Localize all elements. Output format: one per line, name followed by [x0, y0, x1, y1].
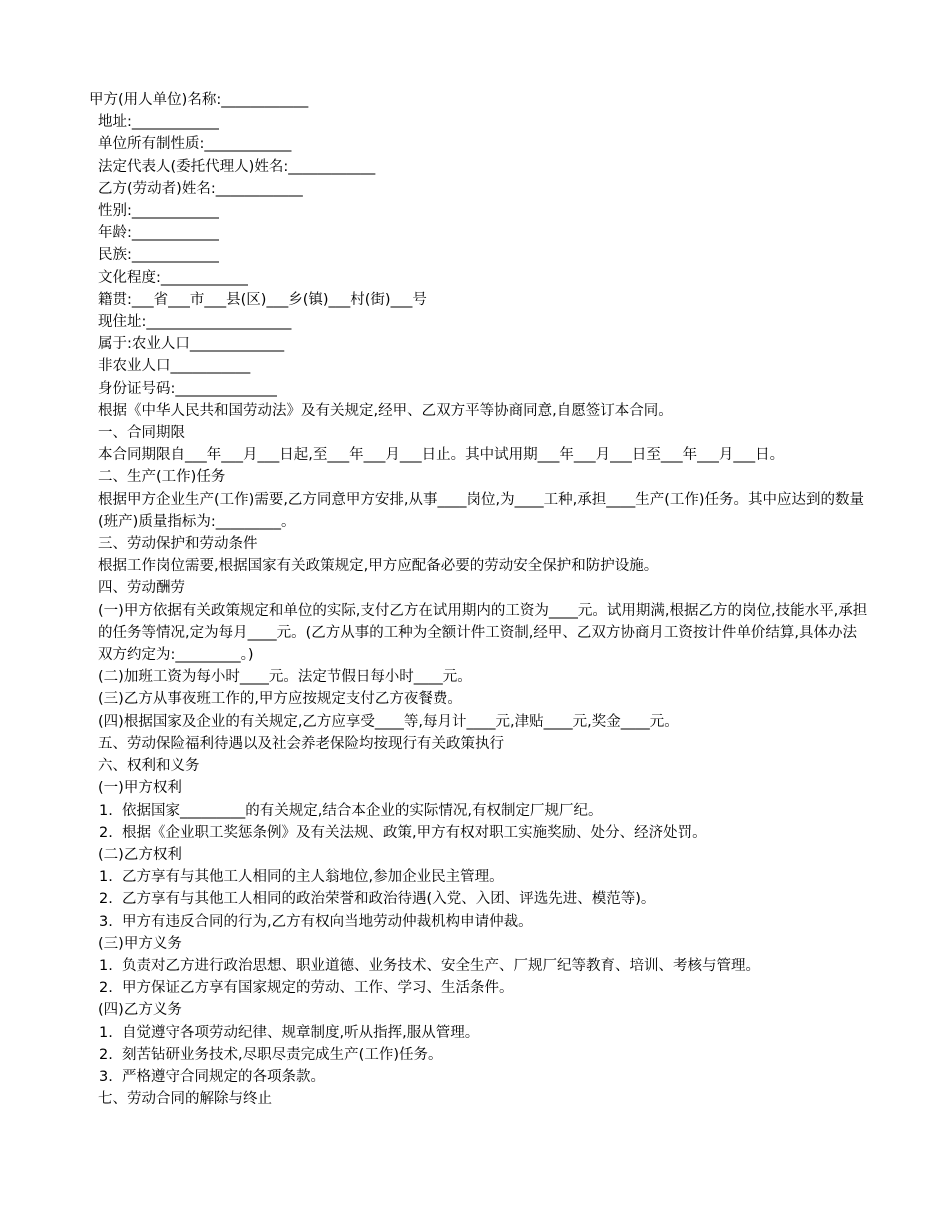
- contract-line: (三)乙方从事夜班工作的,甲方应按规定支付乙方夜餐费。: [98, 691, 462, 708]
- contract-line: 属于:农业人口_____________: [98, 336, 285, 353]
- contract-line: 2. 甲方保证乙方享有国家规定的劳动、工作、学习、生活条件。: [99, 980, 514, 997]
- contract-line: (一)甲方依据有关政策规定和单位的实际,支付乙方在试用期内的工资为____元。试用期满,根据乙方的岗位,技能水平,承担的任务等情况,定为每月____元。(乙方从事的工种为全额计件工资制,经甲、乙双方协商月工资按计件单价结算,具体办法双方约定为:_________。): [98, 602, 868, 664]
- contract-line: (四)乙方义务: [98, 1002, 182, 1019]
- contract-line: (一)甲方权利: [98, 780, 182, 797]
- contract-line: 3. 严格遵守合同规定的各项条款。: [99, 1068, 326, 1085]
- contract-line: 单位所有制性质:____________: [98, 136, 292, 153]
- contract-line: 四、劳动酬劳: [98, 580, 185, 597]
- contract-line: 五、劳动保险福利待遇以及社会养老保险均按现行有关政策执行: [98, 735, 504, 752]
- contract-line: 根据工作岗位需要,根据国家有关政策规定,甲方应配备必要的劳动安全保护和防护设施。: [98, 558, 659, 575]
- contract-line: 一、合同期限: [98, 425, 185, 442]
- contract-line: 地址:____________: [98, 114, 219, 131]
- contract-line: 乙方(劳动者)姓名:____________: [98, 180, 303, 197]
- contract-line: 2. 根据《企业职工奖惩条例》及有关法规、政策,甲方有权对职工实施奖励、处分、经济处罚。: [99, 824, 707, 841]
- contract-line: 2. 刻苦钻研业务技术,尽职尽责完成生产(工作)任务。: [99, 1046, 443, 1063]
- contract-line: 身份证号码:______________: [98, 380, 277, 397]
- contract-line: 三、劳动保护和劳动条件: [98, 536, 258, 553]
- contract-line: (二)乙方权利: [98, 846, 182, 863]
- contract-line: 七、劳动合同的解除与终止: [98, 1091, 272, 1108]
- contract-line: 二、生产(工作)任务: [98, 469, 226, 486]
- contract-line: 1. 自觉遵守各项劳动纪律、规章制度,听从指挥,服从管理。: [99, 1024, 480, 1041]
- contract-line: 1. 乙方享有与其他工人相同的主人翁地位,参加企业民主管理。: [99, 869, 504, 886]
- contract-line: (四)根据国家及企业的有关规定,乙方应享受____等,每月计____元,津贴____元,奖金____元。: [98, 713, 679, 730]
- contract-line: 籍贯:___省___市___县(区)___乡(镇)___村(街)___号: [98, 291, 427, 308]
- contract-line: 3. 甲方有违反合同的行为,乙方有权向当地劳动仲裁机构申请仲裁。: [99, 913, 533, 930]
- contract-line: 现住址:____________________: [98, 314, 292, 331]
- contract-line: 性别:____________: [98, 203, 219, 220]
- contract-line: (三)甲方义务: [98, 935, 182, 952]
- contract-line: 法定代表人(委托代理人)姓名:____________: [98, 158, 376, 175]
- contract-line: 本合同期限自___年___月___日起,至___年___月___日止。其中试用期___年___月___日至___年___月___日。: [98, 447, 785, 464]
- contract-line: 甲方(用人单位)名称:____________: [89, 92, 309, 108]
- contract-line: 2. 乙方享有与其他工人相同的政治荣誉和政治待遇(入党、入团、评选先进、模范等)。: [99, 891, 656, 908]
- contract-line: 根据《中华人民共和国劳动法》及有关规定,经甲、乙双方平等协商同意,自愿签订本合同。: [98, 402, 673, 419]
- contract-line: 1. 依据国家_________的有关规定,结合本企业的实际情况,有权制定厂规厂纪。: [99, 802, 603, 819]
- contract-page: [89, 89, 869, 1110]
- contract-line: 民族:____________: [98, 247, 219, 264]
- contract-line: 非农业人口___________: [98, 358, 251, 375]
- contract-line: 根据甲方企业生产(工作)需要,乙方同意甲方安排,从事____岗位,为____工种,承担____生产(工作)任务。其中应达到的数量(班产)质量指标为:_________。: [98, 491, 865, 530]
- contract-line: 年龄:____________: [98, 225, 219, 242]
- contract-line: 六、权利和义务: [98, 758, 200, 775]
- contract-line: 文化程度:____________: [98, 269, 248, 286]
- contract-line: 1. 负责对乙方进行政治思想、职业道德、业务技术、安全生产、厂规厂纪等教育、培训、考核与管理。: [99, 957, 761, 974]
- contract-line: (二)加班工资为每小时____元。法定节假日每小时____元。: [98, 669, 472, 686]
